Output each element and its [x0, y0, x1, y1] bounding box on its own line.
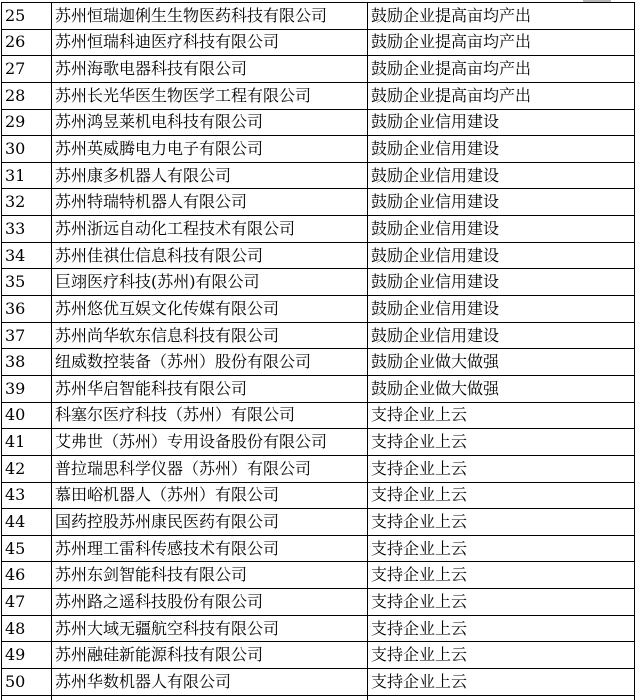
table-row [2, 669, 635, 696]
policy-category-cell: 支持企业上云 [368, 429, 635, 456]
table-row [2, 82, 635, 109]
policy-category-cell: 鼓励企业信用建设 [368, 216, 635, 243]
policy-category-cell: 鼓励企业信用建设 [368, 136, 635, 163]
policy-category-cell: 鼓励企业提高亩均产出 [368, 82, 635, 109]
partial-table-row [2, 695, 635, 700]
row-number-cell: 25 [2, 3, 52, 30]
table-row [2, 136, 635, 163]
company-name-cell: 苏州路之遥科技股份有限公司 [52, 589, 368, 616]
row-number-cell: 39 [2, 375, 52, 402]
table-row [2, 589, 635, 616]
row-number-cell: 43 [2, 482, 52, 509]
row-number-cell: 42 [2, 455, 52, 482]
company-name-cell: 艾弗世（苏州）专用设备股份有限公司 [52, 429, 368, 456]
policy-category-cell: 支持企业上云 [368, 642, 635, 669]
row-number-cell: 50 [2, 669, 52, 696]
policy-category-cell: 鼓励企业信用建设 [368, 242, 635, 269]
policy-category-cell: 支持企业上云 [368, 509, 635, 536]
policy-category-cell: 支持企业上云 [368, 562, 635, 589]
table-row [2, 56, 635, 83]
policy-category-cell: 鼓励企业提高亩均产出 [368, 56, 635, 83]
row-number-cell: 33 [2, 216, 52, 243]
row-number-cell: 28 [2, 82, 52, 109]
table-row [2, 429, 635, 456]
company-name-cell: 国药控股苏州康民医药有限公司 [52, 509, 368, 536]
row-number-cell: 47 [2, 589, 52, 616]
table-row [2, 216, 635, 243]
row-number-cell: 36 [2, 296, 52, 323]
company-name-cell: 苏州悠优互娱文化传媒有限公司 [52, 296, 368, 323]
table-row [2, 402, 635, 429]
policy-category-cell: 鼓励企业信用建设 [368, 189, 635, 216]
company-name-cell: 苏州佳祺仕信息科技有限公司 [52, 242, 368, 269]
policy-category-cell: 鼓励企业信用建设 [368, 269, 635, 296]
table-row [2, 162, 635, 189]
row-number-cell: 35 [2, 269, 52, 296]
policy-category-cell: 鼓励企业信用建设 [368, 109, 635, 136]
policy-category-cell-partial [368, 695, 635, 700]
row-number-cell: 31 [2, 162, 52, 189]
table-row [2, 189, 635, 216]
company-name-cell: 苏州长光华医生物医学工程有限公司 [52, 82, 368, 109]
table-row [2, 375, 635, 402]
table-row [2, 562, 635, 589]
row-number-cell: 27 [2, 56, 52, 83]
company-name-cell: 苏州融硅新能源科技有限公司 [52, 642, 368, 669]
row-number-cell: 40 [2, 402, 52, 429]
table-row [2, 349, 635, 376]
table-row [2, 455, 635, 482]
company-name-cell: 苏州海歌电器科技有限公司 [52, 56, 368, 83]
row-number-cell: 48 [2, 615, 52, 642]
policy-category-cell: 支持企业上云 [368, 589, 635, 616]
table-row [2, 642, 635, 669]
policy-category-cell: 支持企业上云 [368, 455, 635, 482]
row-number-cell: 41 [2, 429, 52, 456]
row-number-cell: 30 [2, 136, 52, 163]
company-name-cell: 苏州华启智能科技有限公司 [52, 375, 368, 402]
company-policy-table [1, 2, 635, 700]
policy-category-cell: 鼓励企业信用建设 [368, 322, 635, 349]
policy-category-cell: 鼓励企业做大做强 [368, 349, 635, 376]
table-row [2, 509, 635, 536]
table-body [2, 3, 635, 700]
policy-category-cell: 鼓励企业做大做强 [368, 375, 635, 402]
company-name-cell: 苏州鸿昱莱机电科技有限公司 [52, 109, 368, 136]
table-row [2, 296, 635, 323]
company-name-cell: 苏州特瑞特机器人有限公司 [52, 189, 368, 216]
company-name-cell: 苏州大域无疆航空科技有限公司 [52, 615, 368, 642]
table-row [2, 29, 635, 56]
row-number-cell: 44 [2, 509, 52, 536]
row-number-cell: 34 [2, 242, 52, 269]
company-name-cell: 苏州尚华软东信息科技有限公司 [52, 322, 368, 349]
company-name-cell: 苏州恒瑞迦俐生生物医药科技有限公司 [52, 3, 368, 30]
row-number-cell-partial [2, 695, 52, 700]
company-name-cell: 巨翊医疗科技(苏州)有限公司 [52, 269, 368, 296]
company-name-cell: 慕田峪机器人（苏州）有限公司 [52, 482, 368, 509]
row-number-cell: 32 [2, 189, 52, 216]
row-number-cell: 29 [2, 109, 52, 136]
table-row [2, 615, 635, 642]
policy-category-cell: 鼓励企业提高亩均产出 [368, 29, 635, 56]
table-row [2, 242, 635, 269]
policy-category-cell: 鼓励企业信用建设 [368, 162, 635, 189]
company-name-cell: 苏州康多机器人有限公司 [52, 162, 368, 189]
company-name-cell: 苏州英威腾电力电子有限公司 [52, 136, 368, 163]
policy-category-cell: 支持企业上云 [368, 669, 635, 696]
company-name-cell: 科塞尔医疗科技（苏州）有限公司 [52, 402, 368, 429]
table-row [2, 482, 635, 509]
policy-category-cell: 鼓励企业信用建设 [368, 296, 635, 323]
table-row [2, 535, 635, 562]
row-number-cell: 37 [2, 322, 52, 349]
row-number-cell: 45 [2, 535, 52, 562]
company-name-cell: 苏州恒瑞科迪医疗科技有限公司 [52, 29, 368, 56]
row-number-cell: 49 [2, 642, 52, 669]
policy-category-cell: 鼓励企业提高亩均产出 [368, 3, 635, 30]
row-number-cell: 26 [2, 29, 52, 56]
row-number-cell: 38 [2, 349, 52, 376]
table-row [2, 3, 635, 30]
table-row [2, 322, 635, 349]
company-name-cell-partial [52, 695, 368, 700]
table-row [2, 109, 635, 136]
row-number-cell: 46 [2, 562, 52, 589]
company-name-cell: 苏州东剑智能科技有限公司 [52, 562, 368, 589]
policy-category-cell: 支持企业上云 [368, 535, 635, 562]
company-name-cell: 普拉瑞思科学仪器（苏州）有限公司 [52, 455, 368, 482]
table-row [2, 269, 635, 296]
policy-category-cell: 支持企业上云 [368, 402, 635, 429]
policy-category-cell: 支持企业上云 [368, 482, 635, 509]
policy-category-cell: 支持企业上云 [368, 615, 635, 642]
company-name-cell: 苏州浙远自动化工程技术有限公司 [52, 216, 368, 243]
company-name-cell: 苏州华数机器人有限公司 [52, 669, 368, 696]
company-name-cell: 苏州理工雷科传感技术有限公司 [52, 535, 368, 562]
company-name-cell: 纽威数控装备（苏州）股份有限公司 [52, 349, 368, 376]
